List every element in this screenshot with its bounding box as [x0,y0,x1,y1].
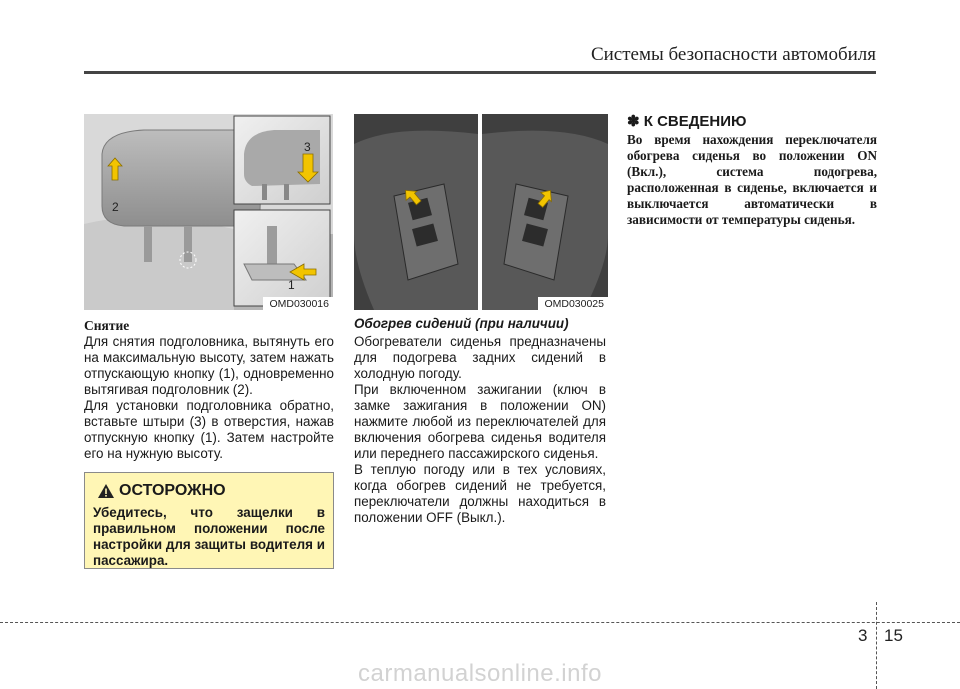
headrest-figure [84,114,333,310]
warning-box [84,472,334,569]
watermark: carmanualsonline.info [358,660,602,687]
figure-caption: OMD030025 [538,297,608,310]
header-rule [84,71,876,74]
notice-asterisk-icon: ✽ [627,113,640,130]
warning-triangle-icon [97,483,115,504]
figure-caption: OMD030016 [263,297,333,310]
headrest-illustration [84,114,333,310]
paragraph: Обогреватели сиденья предназначены для подогрева задних сидений в холодную погоду. [354,334,606,381]
page-header-title: Системы безопасности автомобиля [590,44,876,65]
footer-rule [0,622,960,623]
page-number: 15 [884,626,903,645]
callout-2: 2 [112,200,119,214]
paragraph: При включенном зажигании (ключ в замке зажигания в положении ON) нажмите любой из переключателей для включения обогрева сиденья водителя или переднего пассажирского сиденья. [354,382,606,461]
seat-warmer-figure [354,114,608,310]
section-heading-seat-warmer: Обогрев сидений (при наличии) [354,316,569,331]
warning-title: ОСТОРОЖНО [119,482,226,499]
notice-title: К СВЕДЕНИЮ [643,113,747,130]
seat-warmer-illustration [354,114,608,310]
warning-text: Убедитесь, что защелки в правильном положении после настройки для защиты водителя и пассажира. [93,505,325,568]
notice-text: Во время нахождения переключателя обогрева сиденья во положении ON (Вкл.), система подогрева, расположенная в сиденье, включается и выключается автоматически в зависимости от температуры сиденья. [627,132,877,227]
section-heading-removal: Снятие [84,318,130,333]
callout-3: 3 [304,140,311,154]
paragraph: Для снятия подголовника, вытянуть его на максимальную высоту, затем нажать отпускающую кнопку (1), одновременно вытягивая подголовник (2). [84,334,334,397]
chapter-number: 3 [858,626,868,645]
paragraph: В теплую погоду или в тех условиях, когда обогрев сидений не требуется, переключатели должны находиться в положении OFF (Выкл.). [354,462,606,525]
notice-heading [627,112,747,130]
callout-1: 1 [288,278,295,292]
paragraph: Для установки подголовника обратно, вставьте штыри (3) в отверстия, нажав отпускную кнопку (1). Затем настройте его на нужную высоту. [84,398,334,461]
